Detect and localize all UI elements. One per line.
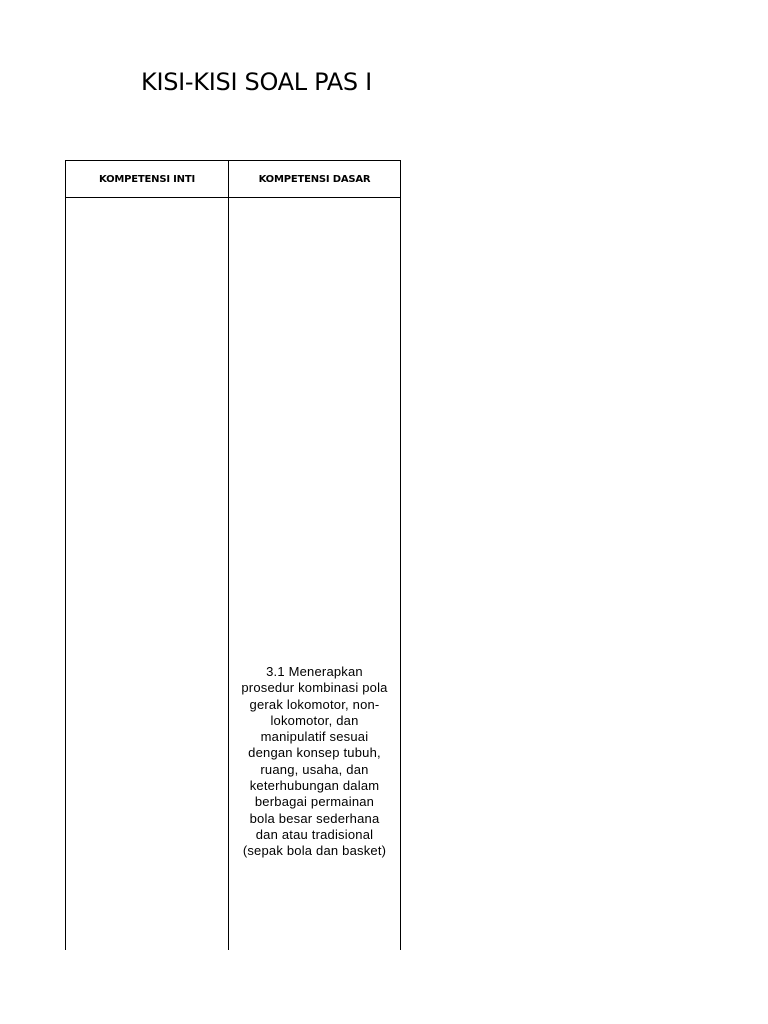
kisi-kisi-table <box>65 160 401 950</box>
kd-line: bola besar sederhana <box>249 810 380 826</box>
kd-line: ruang, usaha, dan <box>260 761 369 777</box>
kd-line: manipulatif sesuai <box>260 729 369 745</box>
kd-line: dan atau tradisional <box>255 826 374 842</box>
header-divider <box>66 197 400 198</box>
kd-line: dengan konsep tubuh, <box>248 745 381 761</box>
kd-line: prosedur kombinasi pola <box>241 680 388 696</box>
cell-kompetensi-dasar <box>229 664 400 860</box>
header-kompetensi-dasar: KOMPETENSI DASAR <box>258 173 371 185</box>
kd-line: 3.1 Menerapkan <box>266 664 363 679</box>
kd-line: berbagai permainan <box>254 794 375 810</box>
kd-line: (sepak bola dan basket) <box>242 843 387 859</box>
kd-line: keterhubungan dalam <box>249 778 380 794</box>
kd-line: lokomotor, dan <box>270 712 359 728</box>
header-kompetensi-inti: KOMPETENSI INTI <box>99 173 195 185</box>
kd-line: gerak lokomotor, non- <box>249 696 380 712</box>
page-title: KISI-KISI SOAL PAS I <box>141 68 372 96</box>
